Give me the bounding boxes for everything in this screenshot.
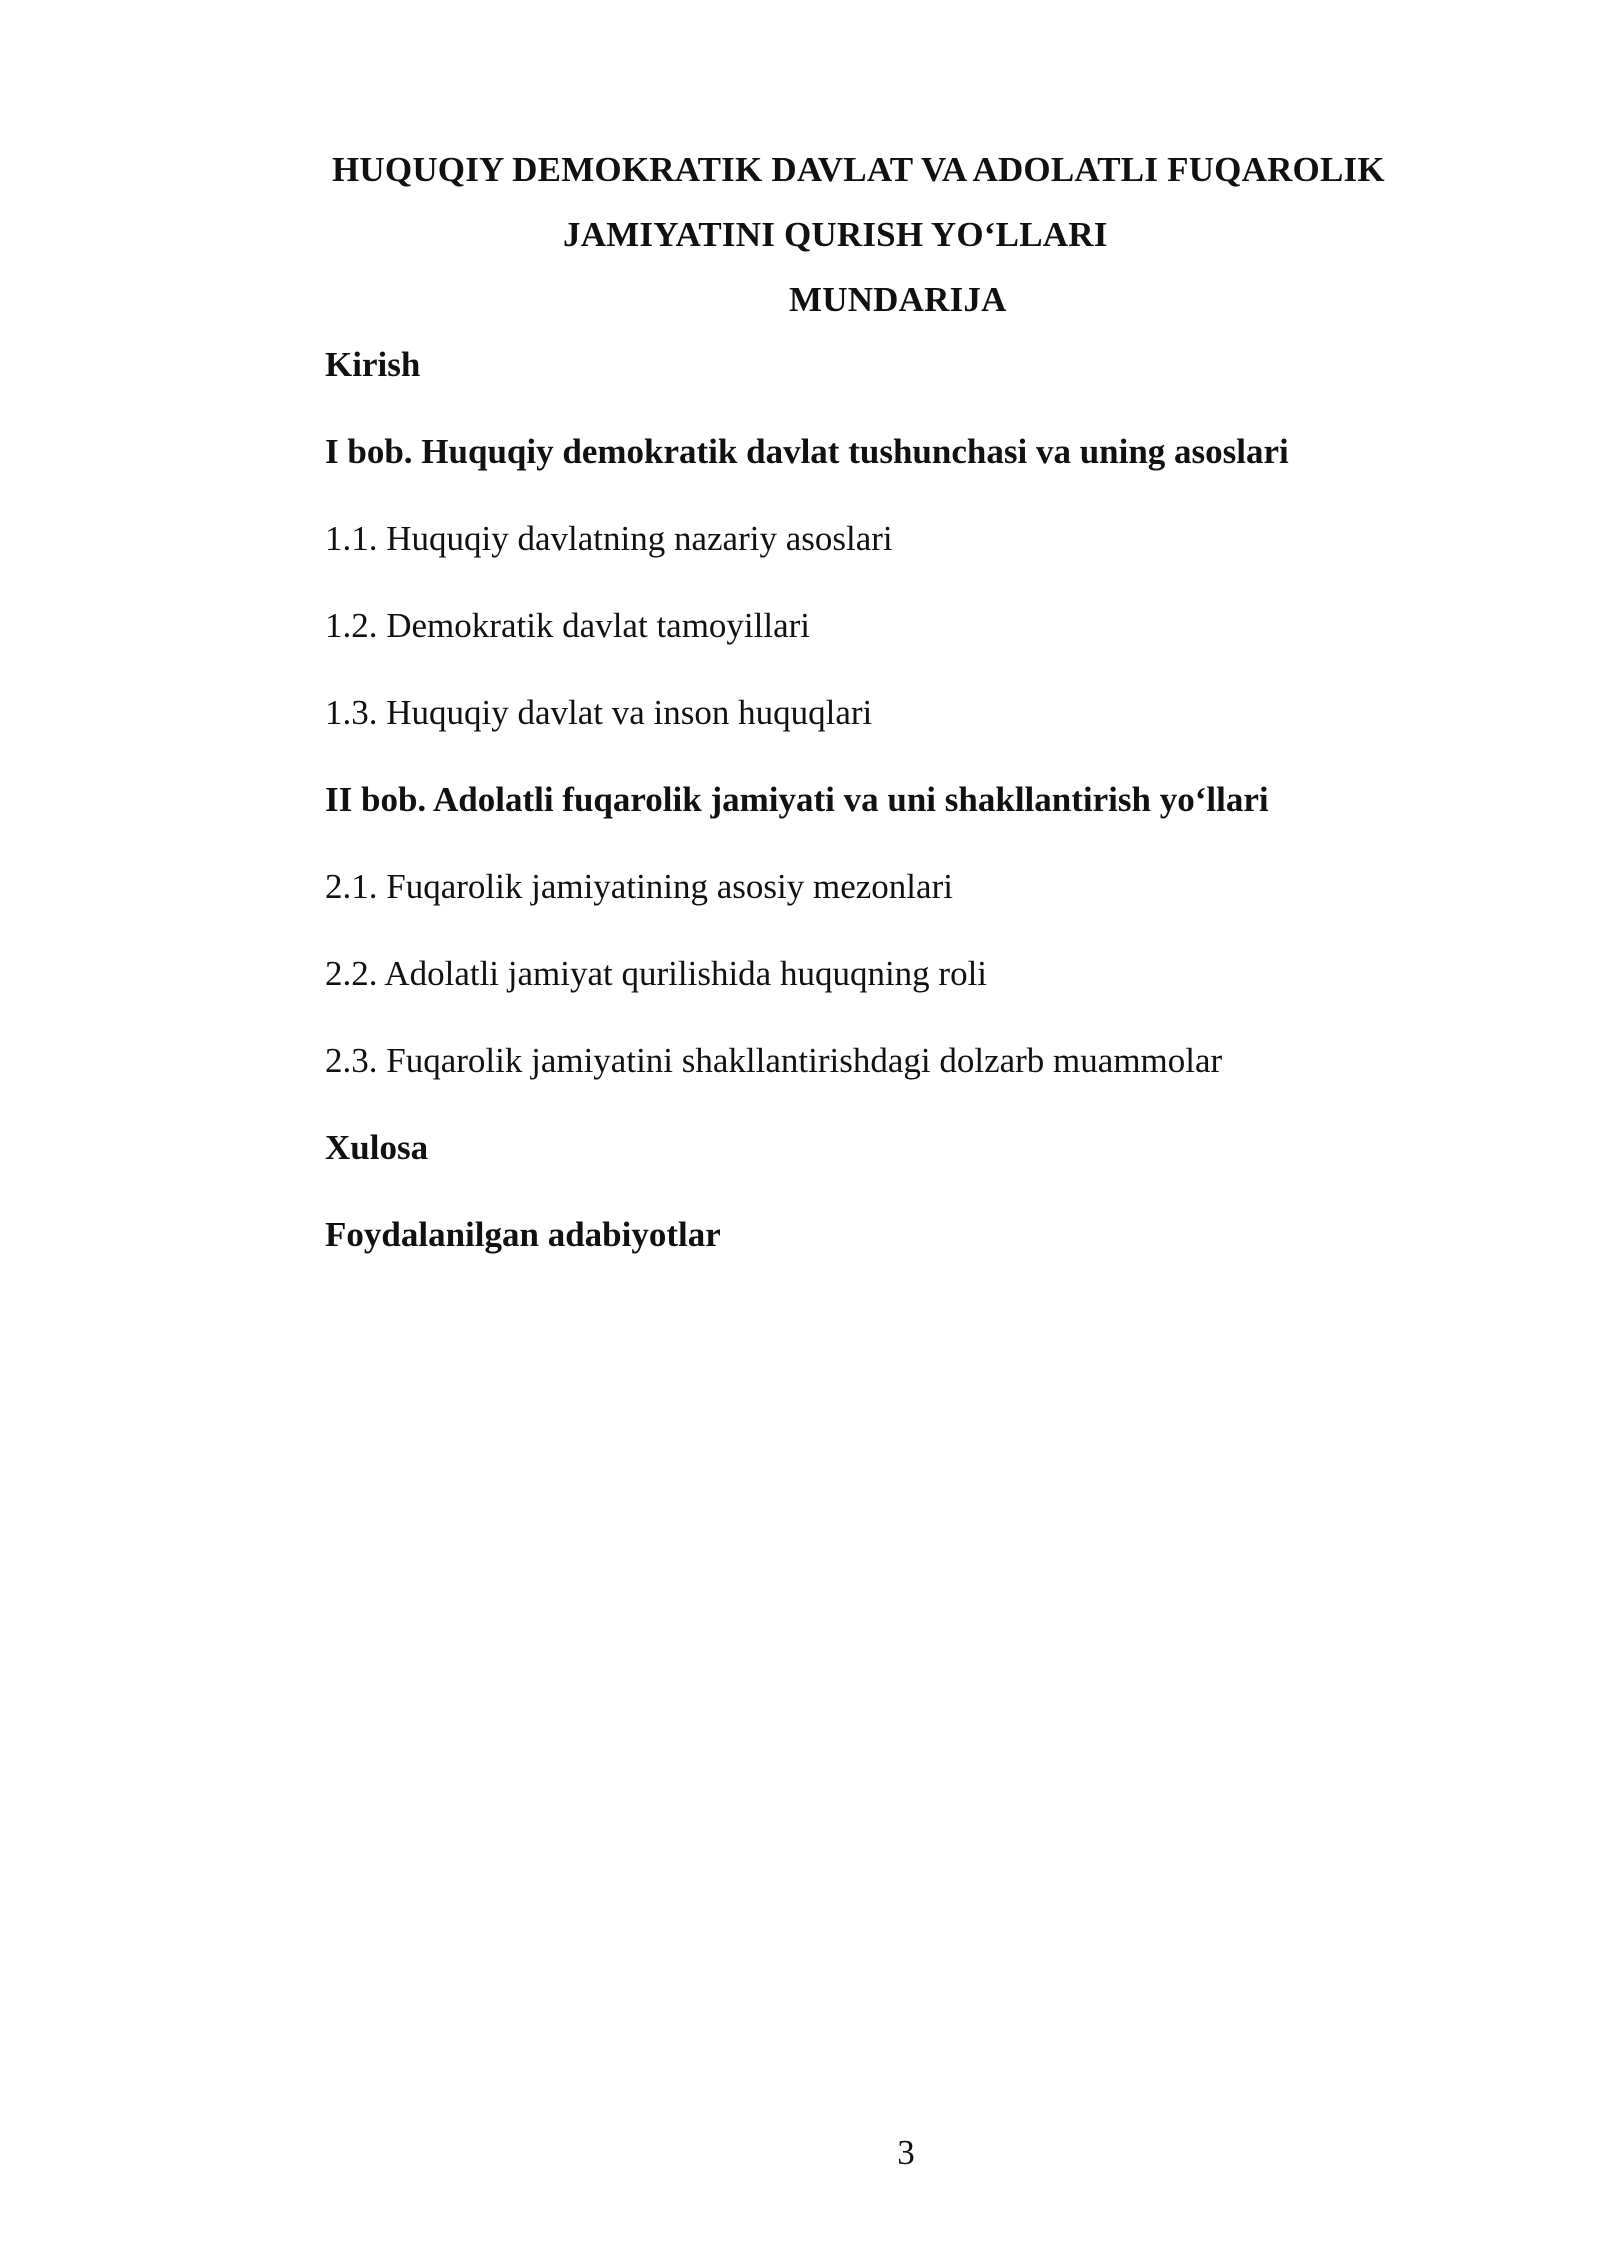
- toc-entry-references: Foydalanilgan adabiyotlar: [325, 1215, 721, 1254]
- toc-entry-section-1-1: 1.1. Huquqiy davlatning nazariy asoslari: [325, 519, 893, 558]
- toc-entry-chapter-2: II bob. Adolatli fuqarolik jamiyati va uni shakllantirish yo‘llari: [325, 780, 1269, 819]
- toc-entry-section-1-3: 1.3. Huquqiy davlat va inson huquqlari: [325, 693, 873, 732]
- toc-entry-section-2-1: 2.1. Fuqarolik jamiyatining asosiy mezonlari: [325, 867, 953, 906]
- document-title-line-1: HUQUQIY DEMOKRATIK DAVLAT VA ADOLATLI FUQAROLIK: [332, 150, 1385, 189]
- contents-heading: MUNDARIJA: [789, 280, 1007, 319]
- toc-entry-conclusion: Xulosa: [325, 1128, 429, 1167]
- toc-entry-section-2-3: 2.3. Fuqarolik jamiyatini shakllantirishdagi dolzarb muammolar: [325, 1041, 1223, 1080]
- toc-entry-section-2-2: 2.2. Adolatli jamiyat qurilishida huquqning roli: [325, 954, 988, 993]
- toc-entry-section-1-2: 1.2. Demokratik davlat tamoyillari: [325, 606, 811, 645]
- page-number: 3: [897, 2133, 915, 2172]
- toc-entry-introduction: Kirish: [325, 345, 421, 384]
- document-title-line-2: JAMIYATINI QURISH YO‘LLARI: [563, 215, 1108, 254]
- toc-entry-chapter-1: I bob. Huquqiy demokratik davlat tushunchasi va uning asoslari: [325, 432, 1289, 471]
